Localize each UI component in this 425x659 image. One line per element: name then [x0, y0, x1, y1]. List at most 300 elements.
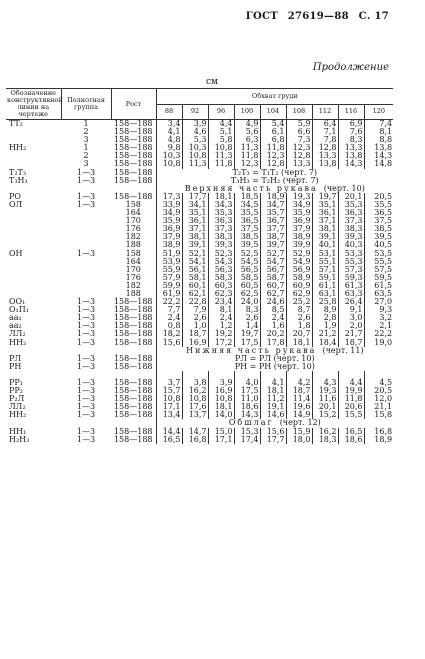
- value-cell: 5,1: [208, 128, 234, 136]
- header-girth-96: 96: [208, 104, 234, 120]
- value-cell: 34,3: [208, 201, 234, 209]
- value-cell: 13,8: [364, 144, 393, 152]
- value-cell: 18,3: [312, 436, 338, 444]
- value-cell: 39,3: [338, 233, 364, 241]
- value-cell: 18,1: [260, 387, 286, 395]
- value-cell: 5,3: [182, 136, 208, 144]
- value-cell: 52,9: [286, 250, 312, 258]
- group-cell: 1—3: [76, 199, 96, 209]
- value-cell: 4,1: [260, 379, 286, 387]
- value-cell: 54,3: [208, 258, 234, 266]
- group-cell: 1—3: [76, 248, 96, 258]
- value-cell: 24,6: [260, 298, 286, 306]
- value-cell: 8,3: [234, 306, 260, 314]
- section-ref: (черт. 10): [323, 183, 365, 193]
- value-cell: 35,5: [234, 209, 260, 217]
- height-cell: 158—188: [113, 119, 153, 128]
- height-cell: 158—188: [113, 167, 153, 177]
- line-code: ОН: [9, 248, 23, 258]
- value-cell: 11,0: [234, 395, 260, 403]
- value-cell: 18,5: [234, 193, 260, 201]
- value-cell: 18,2: [156, 330, 182, 338]
- value-cell: 13,4: [156, 411, 182, 419]
- line-code: [6, 152, 61, 160]
- height-cell: 158—188: [113, 386, 153, 396]
- value-cell: 1,9: [312, 322, 338, 330]
- value-cell: 12,3: [260, 152, 286, 160]
- value-cell: 11,3: [182, 160, 208, 168]
- value-cell: 8,7: [286, 306, 312, 314]
- height-cell: 158—188: [113, 361, 153, 371]
- header-girth-116: 116: [338, 104, 364, 120]
- value-cell: 13,3: [338, 144, 364, 152]
- value-cell: 59,5: [364, 274, 393, 282]
- value-cell: 57,1: [312, 266, 338, 274]
- page-number: С. 17: [358, 11, 389, 22]
- value-cell: 4,3: [312, 379, 338, 387]
- value-cell: 35,3: [338, 201, 364, 209]
- value-cell: 36,1: [312, 209, 338, 217]
- value-cell: 17,7: [182, 193, 208, 201]
- value-cell: 58,9: [286, 274, 312, 282]
- height-cell: 158—188: [113, 297, 153, 307]
- section-name: Нижняя часть рукава: [186, 345, 317, 355]
- group-cell: 1—3: [76, 426, 96, 436]
- value-cell: 11,2: [260, 395, 286, 403]
- value-cell: 14,0: [208, 411, 234, 419]
- value-cell: 3,9: [182, 120, 208, 129]
- value-cell: 4,8: [156, 136, 182, 144]
- value-cell: 3,4: [156, 120, 182, 129]
- value-cell: 61,5: [364, 282, 393, 290]
- value-cell: 3,9: [208, 379, 234, 387]
- line-code: Т₃Н₃: [9, 175, 28, 185]
- line-code: аа₁: [9, 313, 22, 323]
- line-code: [6, 274, 61, 282]
- value-cell: 3,0: [338, 314, 364, 322]
- value-cell: 36,5: [364, 209, 393, 217]
- group-cell: 1—3: [76, 410, 96, 420]
- page-header: [240, 11, 389, 22]
- value-cell: 54,5: [234, 258, 260, 266]
- value-cell: 57,9: [156, 274, 182, 282]
- value-cell: 37,5: [234, 225, 260, 233]
- header-line: Обозначение конструктивной линии на чертеже: [7, 89, 63, 118]
- note-text: Т₂Т₃ = Т₁Т₂ (черт. 7): [156, 169, 393, 177]
- value-cell: 1,2: [208, 322, 234, 330]
- value-cell: 36,9: [156, 225, 182, 233]
- value-cell: 16,9: [182, 339, 208, 347]
- group-cell: [61, 266, 111, 274]
- group-cell: 2: [83, 151, 89, 161]
- line-code: РН: [9, 361, 22, 371]
- value-cell: 52,3: [208, 250, 234, 258]
- value-cell: 10,8: [182, 152, 208, 160]
- value-cell: 23,4: [208, 298, 234, 306]
- value-cell: 6,6: [286, 128, 312, 136]
- value-cell: 18,6: [338, 436, 364, 444]
- value-cell: 52,5: [234, 250, 260, 258]
- value-cell: 2,6: [286, 314, 312, 322]
- group-cell: 1: [83, 143, 89, 153]
- note-text: РН = РН (черт. 10): [156, 363, 393, 371]
- header-girth-104: 104: [260, 104, 286, 120]
- value-cell: 2,4: [260, 314, 286, 322]
- value-cell: 17,8: [260, 339, 286, 347]
- height-cell: 164: [125, 256, 141, 266]
- value-cell: 7,7: [156, 306, 182, 314]
- section-row: [6, 347, 393, 355]
- value-cell: 8,8: [364, 136, 393, 144]
- value-cell: 58,1: [182, 274, 208, 282]
- value-cell: 13,3: [286, 160, 312, 168]
- value-cell: 37,9: [286, 225, 312, 233]
- value-cell: 58,3: [208, 274, 234, 282]
- value-cell: 39,5: [364, 233, 393, 241]
- value-cell: 58,5: [234, 274, 260, 282]
- group-cell: [61, 282, 111, 290]
- line-code: [6, 209, 61, 217]
- height-cell: 158—188: [113, 159, 153, 169]
- value-cell: 38,7: [260, 233, 286, 241]
- group-cell: 3: [83, 135, 89, 145]
- value-cell: 53,5: [364, 250, 393, 258]
- value-cell: 20,2: [260, 330, 286, 338]
- value-cell: 3,8: [182, 379, 208, 387]
- value-cell: 15,9: [286, 428, 312, 436]
- group-cell: 1—3: [76, 329, 96, 339]
- note-text: РЛ = РЛ (черт. 10): [156, 355, 393, 363]
- header-girth-88: 88: [156, 104, 182, 120]
- value-cell: 37,5: [364, 217, 393, 225]
- group-cell: 1—3: [76, 175, 96, 185]
- value-cell: 18,1: [286, 339, 312, 347]
- value-cell: 11,3: [208, 152, 234, 160]
- group-cell: 1—3: [76, 353, 96, 363]
- height-cell: 182: [125, 232, 141, 242]
- value-cell: 10,8: [208, 395, 234, 403]
- group-cell: 2: [83, 127, 89, 137]
- value-cell: 14,4: [156, 428, 182, 436]
- height-cell: 170: [125, 264, 141, 274]
- value-cell: 14,3: [338, 160, 364, 168]
- value-cell: 57,5: [364, 266, 393, 274]
- value-cell: 54,9: [286, 258, 312, 266]
- value-cell: 19,3: [312, 387, 338, 395]
- group-cell: 1—3: [76, 313, 96, 323]
- value-cell: 63,1: [312, 290, 338, 298]
- value-cell: 63,3: [338, 290, 364, 298]
- value-cell: 15,2: [312, 411, 338, 419]
- value-cell: 39,1: [182, 241, 208, 249]
- value-cell: 62,5: [234, 290, 260, 298]
- value-cell: 18,1: [208, 403, 234, 411]
- height-cell: 158—188: [113, 378, 153, 387]
- value-cell: 14,6: [260, 411, 286, 419]
- value-cell: 3,2: [364, 314, 393, 322]
- line-code: [6, 282, 61, 290]
- height-cell: 158—188: [113, 337, 153, 347]
- group-cell: 1—3: [76, 378, 96, 387]
- table-row: [6, 160, 393, 168]
- value-cell: 13,7: [182, 411, 208, 419]
- value-cell: 56,3: [208, 266, 234, 274]
- value-cell: 40,1: [312, 241, 338, 249]
- line-code: [6, 225, 61, 233]
- value-cell: 38,3: [208, 233, 234, 241]
- height-cell: 158—188: [113, 127, 153, 137]
- value-cell: 11,4: [286, 395, 312, 403]
- value-cell: 2,1: [364, 322, 393, 330]
- value-cell: 16,9: [208, 387, 234, 395]
- value-cell: 22,2: [364, 330, 393, 338]
- line-code: ЛЛ₂: [9, 329, 26, 339]
- value-cell: 14,8: [364, 160, 393, 168]
- value-cell: 36,3: [338, 209, 364, 217]
- group-cell: 1—3: [76, 337, 96, 347]
- value-cell: 18,0: [286, 436, 312, 444]
- value-cell: 20,1: [338, 193, 364, 201]
- section-name: Верхняя часть рукава: [184, 183, 318, 193]
- height-cell: 158—188: [113, 191, 153, 201]
- value-cell: 5,4: [260, 120, 286, 129]
- value-cell: 15,0: [208, 428, 234, 436]
- value-cell: 2,8: [312, 314, 338, 322]
- group-cell: 1—3: [76, 321, 96, 331]
- value-cell: 16,5: [338, 428, 364, 436]
- value-cell: 60,7: [260, 282, 286, 290]
- value-cell: 7,6: [338, 128, 364, 136]
- header-girth-100: 100: [234, 104, 260, 120]
- value-cell: 25,8: [312, 298, 338, 306]
- section-ref: (черт. 12): [279, 418, 321, 428]
- value-cell: 27,0: [364, 298, 393, 306]
- value-cell: 37,3: [338, 217, 364, 225]
- height-cell: 158—188: [113, 353, 153, 363]
- value-cell: 34,9: [286, 201, 312, 209]
- value-cell: 7,4: [364, 120, 393, 129]
- height-cell: 158—188: [113, 305, 153, 315]
- line-code: О₁Π₁: [9, 305, 29, 315]
- value-cell: 20,1: [312, 403, 338, 411]
- value-cell: 39,1: [312, 233, 338, 241]
- value-cell: 13,8: [312, 160, 338, 168]
- group-cell: 1—3: [76, 305, 96, 315]
- section-ref: (черт. 11): [322, 345, 364, 355]
- line-code: Н₂Н₃: [9, 434, 30, 444]
- value-cell: 19,7: [234, 330, 260, 338]
- value-cell: 37,1: [312, 217, 338, 225]
- group-cell: [61, 225, 111, 233]
- line-code: [6, 217, 61, 225]
- group-cell: [61, 233, 111, 241]
- value-cell: 25,2: [286, 298, 312, 306]
- value-cell: 56,9: [286, 266, 312, 274]
- value-cell: 17,6: [182, 403, 208, 411]
- value-cell: 17,1: [156, 403, 182, 411]
- group-cell: 1—3: [76, 394, 96, 404]
- value-cell: 17,7: [260, 436, 286, 444]
- value-cell: 33,9: [156, 201, 182, 209]
- value-cell: 7,8: [312, 136, 338, 144]
- line-code: [6, 233, 61, 241]
- value-cell: 39,3: [208, 241, 234, 249]
- line-code: НН₁: [9, 426, 27, 436]
- value-cell: 40,5: [364, 241, 393, 249]
- value-cell: 4,2: [286, 379, 312, 387]
- value-cell: 18,9: [364, 436, 393, 444]
- value-cell: 20,6: [338, 403, 364, 411]
- value-cell: 61,3: [338, 282, 364, 290]
- line-code: [6, 128, 61, 136]
- value-cell: 38,5: [364, 225, 393, 233]
- value-cell: 21,7: [338, 330, 364, 338]
- value-cell: 36,7: [260, 217, 286, 225]
- value-cell: 4,4: [208, 120, 234, 129]
- value-cell: 6,9: [338, 120, 364, 129]
- height-cell: 158: [125, 199, 141, 209]
- header-girth: Обхват груди: [156, 89, 393, 105]
- value-cell: 37,1: [182, 225, 208, 233]
- value-cell: 19,2: [208, 330, 234, 338]
- continuation-label: Продолжение: [312, 62, 389, 73]
- value-cell: 20,7: [286, 330, 312, 338]
- height-cell: 158—188: [113, 434, 153, 444]
- value-cell: 52,1: [182, 250, 208, 258]
- value-cell: 21,1: [364, 403, 393, 411]
- group-cell: 1—3: [76, 402, 96, 412]
- value-cell: 12,0: [364, 395, 393, 403]
- value-cell: 35,7: [260, 209, 286, 217]
- line-code: [6, 258, 61, 266]
- value-cell: 52,7: [260, 250, 286, 258]
- line-code: РЛ: [9, 353, 22, 363]
- table-row: [6, 436, 393, 444]
- value-cell: 2,6: [182, 314, 208, 322]
- group-cell: 1—3: [76, 191, 96, 201]
- value-cell: 36,1: [182, 217, 208, 225]
- line-code: НН₂: [9, 337, 27, 347]
- value-cell: 10,3: [182, 144, 208, 152]
- group-cell: 3: [83, 159, 89, 169]
- value-cell: 12,8: [286, 152, 312, 160]
- value-cell: 12,3: [286, 144, 312, 152]
- group-cell: 1—3: [76, 361, 96, 371]
- value-cell: 4,1: [156, 128, 182, 136]
- value-cell: 56,7: [260, 266, 286, 274]
- header-group: Полнотная группа: [61, 89, 111, 120]
- value-cell: 39,7: [260, 241, 286, 249]
- value-cell: 35,1: [312, 201, 338, 209]
- value-cell: 12,8: [312, 144, 338, 152]
- standard-label: ГОСТ: [245, 11, 278, 22]
- value-cell: 10,8: [156, 395, 182, 403]
- line-code: РО: [9, 191, 21, 201]
- value-cell: 10,8: [156, 160, 182, 168]
- value-cell: 59,9: [156, 282, 182, 290]
- section-name: Обшлаг: [228, 418, 274, 428]
- value-cell: 53,9: [156, 258, 182, 266]
- value-cell: 54,1: [182, 258, 208, 266]
- height-cell: 158—188: [113, 426, 153, 436]
- value-cell: 9,3: [364, 306, 393, 314]
- value-cell: 1,8: [286, 322, 312, 330]
- value-cell: 34,9: [156, 209, 182, 217]
- height-cell: 158—188: [113, 402, 153, 412]
- value-cell: 11,8: [338, 395, 364, 403]
- value-cell: 5,6: [234, 128, 260, 136]
- group-cell: [61, 217, 111, 225]
- value-cell: 22,8: [182, 298, 208, 306]
- value-cell: 11,8: [208, 160, 234, 168]
- table-row: [6, 411, 393, 419]
- value-cell: 6,8: [260, 136, 286, 144]
- value-cell: 20,5: [364, 193, 393, 201]
- standard-number: 27619—88: [287, 11, 349, 22]
- value-cell: 61,1: [312, 282, 338, 290]
- value-cell: 39,9: [286, 241, 312, 249]
- value-cell: 4,6: [182, 128, 208, 136]
- note-row: [6, 355, 393, 363]
- line-code: Р₂Л: [9, 394, 25, 404]
- value-cell: 38,3: [338, 225, 364, 233]
- value-cell: 3,7: [156, 379, 182, 387]
- value-cell: 58,7: [260, 274, 286, 282]
- value-cell: 15,8: [364, 411, 393, 419]
- group-cell: [61, 209, 111, 217]
- value-cell: 53,3: [338, 250, 364, 258]
- header-girth-120: 120: [364, 104, 393, 120]
- value-cell: 55,3: [338, 258, 364, 266]
- value-cell: 5,8: [208, 136, 234, 144]
- line-code: РР₂: [9, 386, 23, 396]
- value-cell: 2,6: [234, 314, 260, 322]
- group-cell: 1—3: [76, 167, 96, 177]
- value-cell: 63,5: [364, 290, 393, 298]
- value-cell: 2,0: [338, 322, 364, 330]
- value-cell: 20,5: [364, 387, 393, 395]
- height-cell: 158: [125, 248, 141, 258]
- value-cell: 21,2: [312, 330, 338, 338]
- line-code: НН₂: [9, 143, 27, 153]
- value-cell: 61,9: [156, 290, 182, 298]
- height-cell: 176: [125, 272, 141, 282]
- group-cell: 1: [83, 119, 89, 128]
- value-cell: 19,1: [260, 403, 286, 411]
- value-cell: 56,5: [234, 266, 260, 274]
- value-cell: 14,3: [234, 411, 260, 419]
- value-cell: 39,5: [234, 241, 260, 249]
- value-cell: 38,1: [312, 225, 338, 233]
- value-cell: 60,1: [182, 282, 208, 290]
- height-cell: 158—188: [113, 394, 153, 404]
- value-cell: 17,1: [208, 436, 234, 444]
- value-cell: 55,9: [156, 266, 182, 274]
- value-cell: 19,7: [312, 193, 338, 201]
- value-cell: 56,1: [182, 266, 208, 274]
- value-cell: 14,9: [286, 411, 312, 419]
- value-cell: 18,6: [234, 403, 260, 411]
- value-cell: 17,3: [156, 193, 182, 201]
- height-cell: 170: [125, 216, 141, 226]
- value-cell: 11,6: [312, 395, 338, 403]
- value-cell: 8,1: [208, 306, 234, 314]
- line-code: РР₁: [9, 378, 23, 387]
- value-cell: 54,7: [260, 258, 286, 266]
- value-cell: 14,7: [182, 428, 208, 436]
- value-cell: 12,3: [234, 160, 260, 168]
- measurement-table: [6, 88, 393, 444]
